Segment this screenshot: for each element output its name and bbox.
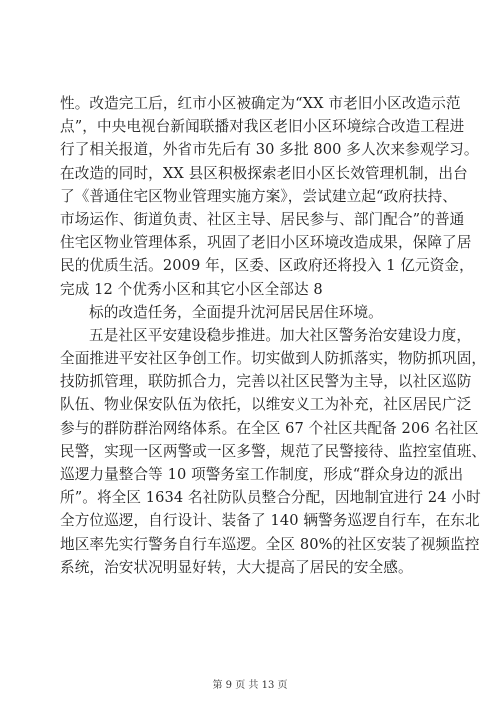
text-line: 性。改造完工后，红市小区被确定为“XX 市老旧小区改造示范 bbox=[60, 95, 461, 112]
text-line: 民的优质生活。2009 年，区委、区政府还将投入 1 亿元资金， bbox=[60, 257, 474, 275]
text-line: 全方位巡逻，自行设计、装备了 140 辆警务巡逻自行车，在东北 bbox=[60, 512, 480, 530]
body-text bbox=[60, 92, 487, 579]
text-line: 点”，中央电视台新闻联播对我区老旧小区环境综合改造工程进 bbox=[60, 118, 465, 136]
text-line: 系统，治安状况明显好转，大大提高了居民的安全感。 bbox=[60, 558, 413, 576]
page-footer: 第 9 页 共 13 页 bbox=[212, 680, 288, 691]
text-line: 在改造的同时，XX 县区积极探索老旧小区长效管理机制，出台 bbox=[60, 164, 468, 182]
text-line: 全面推进平安社区争创工作。切实做到人防抓落实，物防抓巩固， bbox=[60, 350, 487, 368]
text-line: 行了相关报道，外省市先后有 30 多批 800 多人次来参观学习。 bbox=[60, 141, 479, 159]
text-line: 民警，实现一区两警或一区多警，规范了民警接待、监控室值班、 bbox=[60, 442, 487, 460]
text-line: 队伍、物业保安队伍为依托，以维安义工为补充，社区居民广泛 bbox=[60, 396, 472, 414]
paragraph-start-line: 五是社区平安建设稳步推进。加大社区警务治安建设力度， bbox=[89, 326, 472, 344]
text-line: 巡逻力量整合等 10 项警务室工作制度，形成“群众身边的派出 bbox=[60, 466, 464, 483]
text-line: 所”。将全区 1634 名社防队员整合分配，因地制宜进行 24 小时 bbox=[60, 489, 481, 507]
paragraph-start-line: 标的改造任务，全面提升沈河居民居住环境。 bbox=[89, 303, 383, 321]
text-line: 技防抓管理，联防抓合力，完善以社区民警为主导，以社区巡防 bbox=[60, 373, 472, 391]
text-line: 住宅区物业管理体系，巩固了老旧小区环境改造成果，保障了居 bbox=[60, 234, 472, 252]
text-line: 了《普通住宅区物业管理实施方案》，尝试建立起“政府扶持、 bbox=[60, 187, 457, 205]
text-line: 市场运作、街道负责、社区主导、居民参与、部门配合”的普通 bbox=[60, 210, 465, 228]
text-line: 地区率先实行警务自行车巡逻。全区 80%的社区安装了视频监控 bbox=[60, 535, 480, 553]
text-line: 完成 12 个优秀小区和其它小区全部达 8 bbox=[60, 280, 323, 298]
text-line: 参与的群防群治网络体系。在全区 67 个社区共配备 206 名社区 bbox=[60, 419, 479, 437]
